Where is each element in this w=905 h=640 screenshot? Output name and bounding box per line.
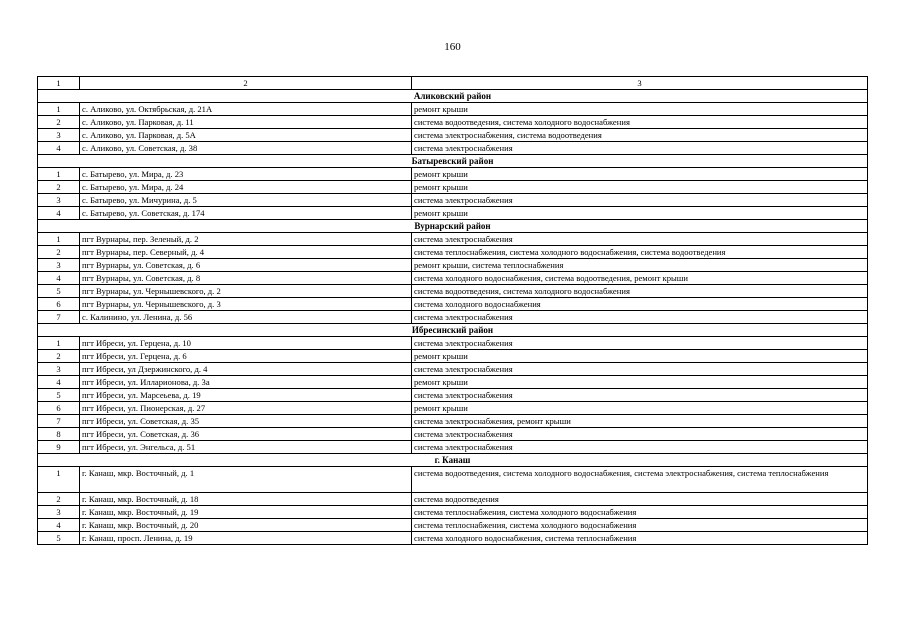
row-number: 1	[38, 168, 80, 181]
row-work-type: система водоотведения, система холодного водоснабжения	[412, 116, 868, 129]
section-title: г. Канаш	[38, 454, 868, 467]
header-row	[38, 77, 868, 90]
row-address: пгт Вурнары, пер. Северный, д. 4	[80, 246, 412, 259]
table-row	[38, 207, 868, 220]
row-address: с. Батырево, ул. Мира, д. 23	[80, 168, 412, 181]
row-number: 2	[38, 181, 80, 194]
row-work-type: ремонт крыши	[412, 181, 868, 194]
row-number: 6	[38, 402, 80, 415]
row-work-type: ремонт крыши	[412, 376, 868, 389]
row-address: пгт Ибреси, ул. Герцена, д. 6	[80, 350, 412, 363]
table-row	[38, 168, 868, 181]
row-number: 3	[38, 506, 80, 519]
row-number: 8	[38, 428, 80, 441]
table-row	[38, 116, 868, 129]
row-number: 7	[38, 415, 80, 428]
page-number: 160	[444, 41, 461, 53]
row-address: пгт Ибреси, ул. Энгельса, д. 51	[80, 441, 412, 454]
section-row	[38, 220, 868, 233]
row-number: 3	[38, 194, 80, 207]
row-address: пгт Вурнары, ул. Чернышевского, д. 3	[80, 298, 412, 311]
row-address: с. Аликово, ул. Октябрьская, д. 21А	[80, 103, 412, 116]
row-address: г. Канаш, мкр. Восточный, д. 18	[80, 493, 412, 506]
table-row	[38, 259, 868, 272]
table-row	[38, 363, 868, 376]
table-row	[38, 311, 868, 324]
row-address: г. Канаш, мкр. Восточный, д. 20	[80, 519, 412, 532]
row-address: г. Канаш, просп. Ленина, д. 19	[80, 532, 412, 545]
table-row	[38, 129, 868, 142]
row-address: с. Батырево, ул. Советская, д. 174	[80, 207, 412, 220]
row-work-type: система холодного водоснабжения	[412, 298, 868, 311]
section-row	[38, 324, 868, 337]
row-number: 3	[38, 129, 80, 142]
table-body	[38, 77, 868, 545]
repair-table	[37, 76, 868, 545]
row-work-type: ремонт крыши	[412, 350, 868, 363]
section-title: Батыревский район	[38, 155, 868, 168]
row-number: 2	[38, 116, 80, 129]
row-work-type: система водоотведения, система холодного водоснабжения, система электроснабжения, система теплоснабжения	[412, 467, 868, 493]
row-address: пгт Ибреси, ул. Советская, д. 36	[80, 428, 412, 441]
table-row	[38, 389, 868, 402]
row-work-type: система электроснабжения, ремонт крыши	[412, 415, 868, 428]
row-work-type: система электроснабжения	[412, 337, 868, 350]
row-number: 2	[38, 246, 80, 259]
row-number: 1	[38, 103, 80, 116]
header-cell-1: 1	[38, 77, 80, 90]
row-work-type: система электроснабжения	[412, 441, 868, 454]
row-work-type: система электроснабжения	[412, 363, 868, 376]
table-row	[38, 402, 868, 415]
row-work-type: система электроснабжения	[412, 142, 868, 155]
row-number: 5	[38, 532, 80, 545]
row-work-type: система теплоснабжения, система холодного водоснабжения, система водоотведения	[412, 246, 868, 259]
table-row	[38, 350, 868, 363]
table-row	[38, 493, 868, 506]
row-address: г. Канаш, мкр. Восточный, д. 1	[80, 467, 412, 493]
row-work-type: ремонт крыши	[412, 168, 868, 181]
row-address: с. Батырево, ул. Мира, д. 24	[80, 181, 412, 194]
row-number: 6	[38, 298, 80, 311]
section-title: Ибресинский район	[38, 324, 868, 337]
row-address: пгт Ибреси, ул. Илларионова, д. 3а	[80, 376, 412, 389]
table-row	[38, 519, 868, 532]
row-address: пгт Ибреси, ул. Советская, д. 35	[80, 415, 412, 428]
header-cell-2: 2	[80, 77, 412, 90]
row-number: 2	[38, 350, 80, 363]
row-work-type: ремонт крыши	[412, 207, 868, 220]
table-row	[38, 415, 868, 428]
table-row	[38, 441, 868, 454]
section-row	[38, 454, 868, 467]
row-address: с. Батырево, ул. Мичурина, д. 5	[80, 194, 412, 207]
row-work-type: ремонт крыши	[412, 103, 868, 116]
table-row	[38, 337, 868, 350]
section-row	[38, 90, 868, 103]
row-address: пгт Ибреси, ул. Пионерская, д. 27	[80, 402, 412, 415]
section-row	[38, 155, 868, 168]
row-number: 4	[38, 272, 80, 285]
table-row	[38, 181, 868, 194]
row-address: пгт Ибреси, ул Дзержинского, д. 4	[80, 363, 412, 376]
row-number: 4	[38, 207, 80, 220]
table-row	[38, 467, 868, 493]
row-address: пгт Вурнары, пер. Зеленый, д. 2	[80, 233, 412, 246]
table-row	[38, 376, 868, 389]
section-title: Вурнарский район	[38, 220, 868, 233]
row-work-type: система водоотведения, система холодного водоснабжения	[412, 285, 868, 298]
row-address: г. Канаш, мкр. Восточный, д. 19	[80, 506, 412, 519]
row-work-type: система электроснабжения	[412, 233, 868, 246]
row-address: пгт Вурнары, ул. Чернышевского, д. 2	[80, 285, 412, 298]
row-number: 1	[38, 337, 80, 350]
row-address: с. Калинино, ул. Ленина, д. 56	[80, 311, 412, 324]
row-work-type: система электроснабжения, система водоотведения	[412, 129, 868, 142]
row-work-type: система теплоснабжения, система холодного водоснабжения	[412, 506, 868, 519]
row-number: 4	[38, 376, 80, 389]
row-number: 3	[38, 363, 80, 376]
table-row	[38, 103, 868, 116]
row-address: пгт Ибреси, ул. Герцена, д. 10	[80, 337, 412, 350]
row-address: пгт Ибреси, ул. Марсеьева, д. 19	[80, 389, 412, 402]
row-work-type: ремонт крыши, система теплоснабжения	[412, 259, 868, 272]
row-address: с. Аликово, ул. Советская, д. 38	[80, 142, 412, 155]
row-work-type: система теплоснабжения, система холодного водоснабжения	[412, 519, 868, 532]
row-number: 1	[38, 233, 80, 246]
row-work-type: ремонт крыши	[412, 402, 868, 415]
table-row	[38, 532, 868, 545]
row-work-type: система холодного водоснабжения, система теплоснабжения	[412, 532, 868, 545]
table-row	[38, 246, 868, 259]
row-number: 7	[38, 311, 80, 324]
table-row	[38, 194, 868, 207]
table-row	[38, 298, 868, 311]
table-row	[38, 285, 868, 298]
row-number: 4	[38, 519, 80, 532]
row-number: 1	[38, 467, 80, 493]
row-work-type: система электроснабжения	[412, 311, 868, 324]
row-address: пгт Вурнары, ул. Советская, д. 8	[80, 272, 412, 285]
row-address: пгт Вурнары, ул. Советская, д. 6	[80, 259, 412, 272]
row-number: 4	[38, 142, 80, 155]
header-cell-3: 3	[412, 77, 868, 90]
row-number: 5	[38, 285, 80, 298]
row-work-type: система электроснабжения	[412, 389, 868, 402]
row-address: с. Аликово, ул. Парковая, д. 11	[80, 116, 412, 129]
row-work-type: система водоотведения	[412, 493, 868, 506]
table-row	[38, 233, 868, 246]
row-number: 3	[38, 259, 80, 272]
table-row	[38, 272, 868, 285]
table-row	[38, 142, 868, 155]
row-work-type: система холодного водоснабжения, система водоотведения, ремонт крыши	[412, 272, 868, 285]
row-number: 2	[38, 493, 80, 506]
row-work-type: система электроснабжения	[412, 428, 868, 441]
row-work-type: система электроснабжения	[412, 194, 868, 207]
row-number: 9	[38, 441, 80, 454]
table-row	[38, 428, 868, 441]
table-row	[38, 506, 868, 519]
section-title: Аликовский район	[38, 90, 868, 103]
row-address: с. Аликово, ул. Парковая, д. 5А	[80, 129, 412, 142]
row-number: 5	[38, 389, 80, 402]
